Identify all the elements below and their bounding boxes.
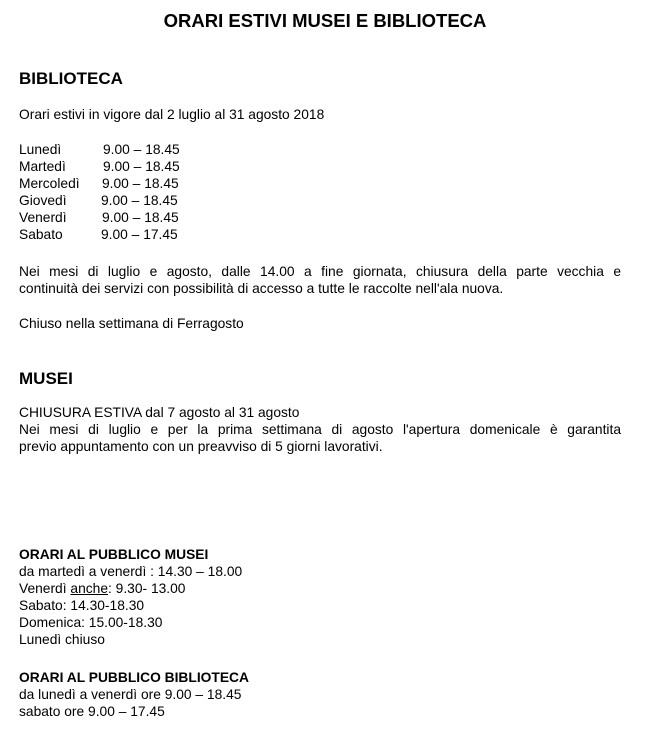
schedule-row [19,141,180,158]
biblioteca-schedule [19,141,180,243]
musei-closure: CHIUSURA ESTIVA dal 7 agosto al 31 agosto [19,405,300,420]
orari-line: sabato ore 9.00 – 17.45 [19,704,165,719]
schedule-hours: 9.00 – 18.45 [102,176,179,191]
biblioteca-heading: BIBLIOTECA [19,69,123,88]
schedule-day: Lunedì [19,142,62,157]
orari-line [19,580,242,597]
note-line: Nei mesi di luglio e per la prima settimana di agosto l'apertura domenicale è garantita [19,422,621,437]
biblioteca-intro: Orari estivi in vigore dal 2 luglio al 31 agosto 2018 [19,107,325,122]
schedule-row [19,209,180,226]
schedule-day: Mercoledì [19,176,80,191]
note-line: Nei mesi di luglio e agosto, dalle 14.00 a fine giornata, chiusura della parte vecchia e [19,264,621,279]
orari-suffix: : 9.30- 13.00 [108,581,186,596]
page-title: ORARI ESTIVI MUSEI E BIBLIOTECA [163,10,487,31]
orari-line: da martedì a venerdì : 14.30 – 18.00 [19,564,243,579]
musei-heading: MUSEI [19,369,73,388]
schedule-day: Venerdì [19,210,67,225]
biblioteca-note [19,263,621,297]
schedule-row [19,192,180,209]
orari-line: Domenica: 15.00-18.30 [19,615,163,630]
orari-line: da lunedì a venerdì ore 9.00 – 18.45 [19,687,242,702]
schedule-day: Giovedì [19,193,67,208]
orari-prefix: Venerdì [19,581,71,596]
schedule-hours: 9.00 – 18.45 [102,210,179,225]
orari-line: Lunedì chiuso [19,632,105,647]
schedule-day: Martedì [19,159,66,174]
schedule-row [19,158,180,175]
schedule-hours: 9.00 – 18.45 [103,142,180,157]
schedule-row [19,226,180,243]
schedule-hours: 9.00 – 18.45 [103,159,180,174]
musei-text [19,404,621,455]
schedule-day: Sabato [19,227,63,242]
schedule-hours: 9.00 – 18.45 [101,193,178,208]
schedule-hours: 9.00 – 17.45 [101,227,178,242]
orari-biblioteca [19,669,249,720]
schedule-row [19,175,180,192]
note-line: previo appuntamento con un preavviso di 5 giorni lavorativi. [19,439,383,454]
orari-biblioteca-heading: ORARI AL PUBBLICO BIBLIOTECA [19,670,249,685]
note-line: continuità dei servizi con possibilità di accesso a tutte le raccolte nell'ala nuova. [19,281,504,296]
orari-underlined: anche [70,581,108,596]
orari-musei [19,546,242,648]
orari-musei-heading: ORARI AL PUBBLICO MUSEI [19,547,209,562]
biblioteca-closure: Chiuso nella settimana di Ferragosto [19,316,244,331]
orari-line: Sabato: 14.30-18.30 [19,598,145,613]
